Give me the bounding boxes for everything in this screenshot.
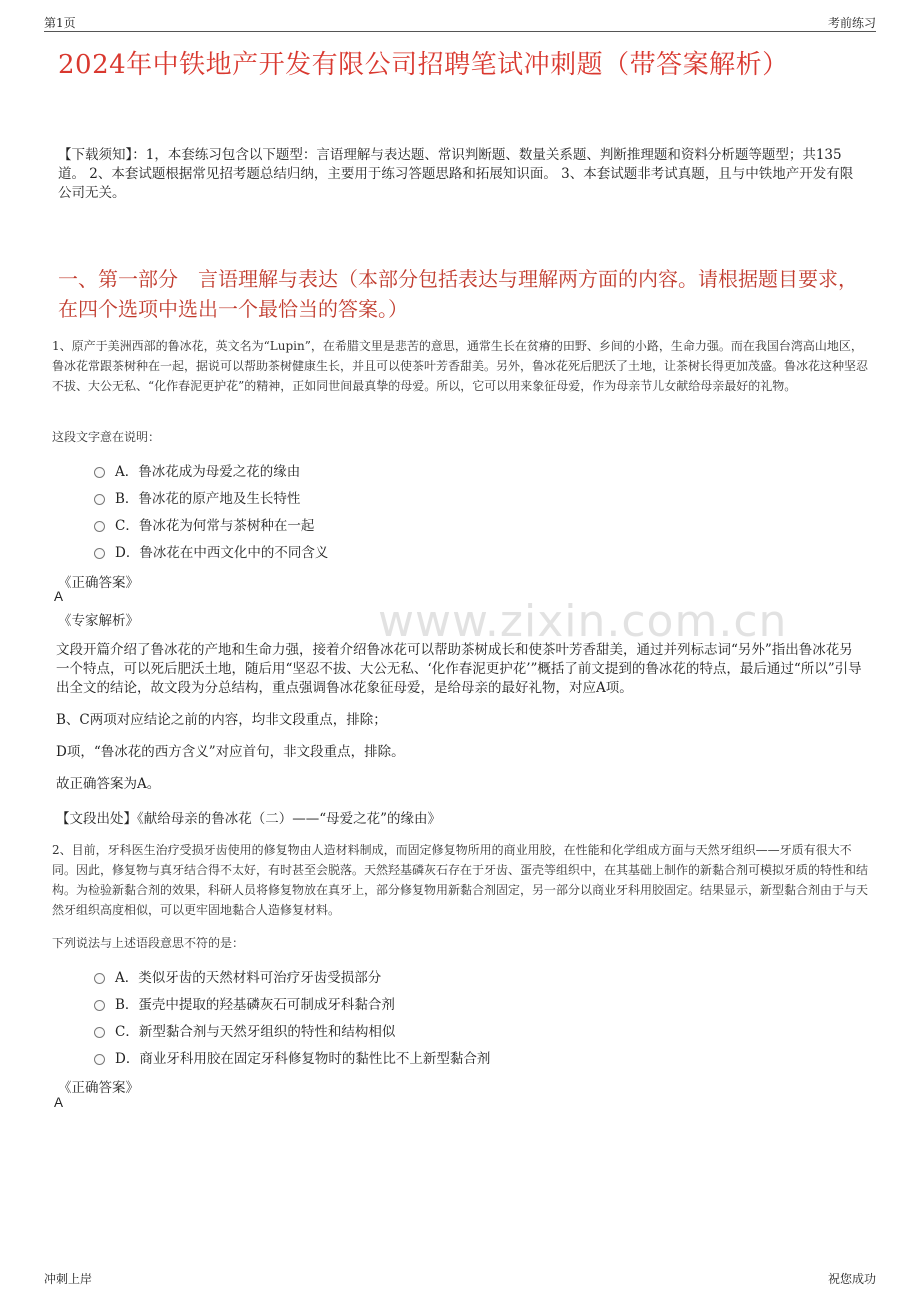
radio-icon[interactable] — [94, 521, 105, 532]
radio-icon[interactable] — [94, 1000, 105, 1011]
footer-left: 冲刺上岸 — [44, 1272, 93, 1286]
header-tag: 考前练习 — [827, 16, 876, 30]
radio-icon[interactable] — [94, 494, 105, 505]
q1-analysis-label: 《专家解析》 — [58, 613, 139, 629]
q2-answer-label: 《正确答案》 — [58, 1080, 139, 1096]
question-1-text: 1、原产于美洲西部的鲁冰花，英文名为“Lupin”，在希腊文里是悲苦的意思，通常生长在贫瘠的田野、乡间的小路，生命力强。而在我国台湾高山地区，鲁冰花常跟茶树种在一起，据说可以帮助茶树健康生长，并且可以使茶叶芳香甜美。另外，鲁冰花死后肥沃了土地，让茶树长得更加茂盛。鲁冰花这种坚忍不拔、大公无私、“化作春泥更护花”的精神，正如同世间最真挚的母爱。所以，它可以用来象征母爱，作为母亲节儿女献给母亲最好的礼物。 — [52, 339, 869, 393]
q1-option-b[interactable]: B．鲁冰花的原产地及生长特性 — [94, 487, 300, 507]
question-1-prompt: 这段文字意在说明： — [52, 430, 161, 444]
q1-analysis-para-4: 故正确答案为A。 — [56, 776, 161, 792]
q1-analysis-para-2: B、C两项对应结论之前的内容，均非文段重点，排除； — [56, 712, 387, 728]
question-2-text: 2、目前，牙科医生治疗受损牙齿使用的修复物由人造材料制成，而固定修复物所用的商业用胶，在性能和化学组成方面与天然牙组织——牙质有很大不同。因此，修复物与真牙结合得不太好，有时甚至会脱落。天然羟基磷灰石存在于牙齿、蛋壳等组织中，在其基础上制作的新黏合剂可模拟牙质的特性和结构。为检验新黏合剂的效果，科研人员将修复物放在真牙上，部分修复物用新黏合剂固定，另一部分以商业牙科用胶固定。结果显示，新型黏合剂由于与天然牙组织高度相似，可以更牢固地黏合人造修复材料。 — [52, 843, 869, 917]
q1-option-c[interactable]: C．鲁冰花为何常与茶树种在一起 — [94, 514, 314, 534]
q2-option-a[interactable]: A．类似牙齿的天然材料可治疗牙齿受损部分 — [94, 966, 381, 986]
footer-right: 祝您成功 — [827, 1272, 876, 1286]
q1-analysis-para-3: D项，“鲁冰花的西方含义”对应首句，非文段重点，排除。 — [56, 744, 405, 760]
document-title: 2024年中铁地产开发有限公司招聘笔试冲刺题（带答案解析） — [58, 50, 789, 80]
q2-option-c[interactable]: C．新型黏合剂与天然牙组织的特性和结构相似 — [94, 1020, 395, 1040]
section-heading: 一、第一部分 言语理解与表达（本部分包括表达与理解两方面的内容。请根据题目要求，在四个选项中选出一个最恰当的答案。） — [58, 267, 858, 321]
page-number: 第1页 — [44, 16, 76, 30]
question-2-prompt: 下列说法与上述语段意思不符的是： — [52, 936, 245, 950]
page-header — [44, 12, 876, 32]
radio-icon[interactable] — [94, 1054, 105, 1065]
q1-option-d[interactable]: D．鲁冰花在中西文化中的不同含义 — [94, 541, 328, 561]
radio-icon[interactable] — [94, 1027, 105, 1038]
q1-answer-label: 《正确答案》 — [58, 575, 139, 591]
radio-icon[interactable] — [94, 548, 105, 559]
q1-analysis-para-1: 文段开篇介绍了鲁冰花的产地和生命力强，接着介绍鲁冰花可以帮助茶树成长和使茶叶芳香甜美，通过并列标志词“另外”指出鲁冰花另一个特点，可以死后肥沃土地，随后用“坚忍不拔、大公无私、‘化作春泥更护花’”概括了前文提到的鲁冰花的特点，最后通过“所以”引导出全文的结论，故文段为分总结构，重点强调鲁冰花象征母爱，是给母亲的最好礼物，对应A项。 — [56, 642, 862, 696]
q1-source: 【文段出处】《献给母亲的鲁冰花（二）——“母爱之花”的缘由》 — [56, 811, 442, 827]
radio-icon[interactable] — [94, 467, 105, 478]
radio-icon[interactable] — [94, 973, 105, 984]
q1-option-a[interactable]: A．鲁冰花成为母爱之花的缘由 — [94, 460, 300, 480]
q1-answer: A — [54, 589, 64, 604]
q2-option-d[interactable]: D．商业牙科用胶在固定牙科修复物时的黏性比不上新型黏合剂 — [94, 1047, 490, 1067]
q2-option-b[interactable]: B．蛋壳中提取的羟基磷灰石可制成牙科黏合剂 — [94, 993, 395, 1013]
watermark: www.zixin.com.cn — [378, 596, 788, 647]
download-notice: 【下载须知】：1，本套练习包含以下题型：言语理解与表达题、常识判断题、数量关系题、判断推理题和资料分析题等题型；共135道。 2、本套试题根据常见招考题总结归纳，主要用于练习答题思路和拓展知识面。 3、本套试题非考试真题，且与中铁地产开发有限公司无关。 — [58, 147, 854, 201]
q2-answer: A — [54, 1095, 64, 1110]
